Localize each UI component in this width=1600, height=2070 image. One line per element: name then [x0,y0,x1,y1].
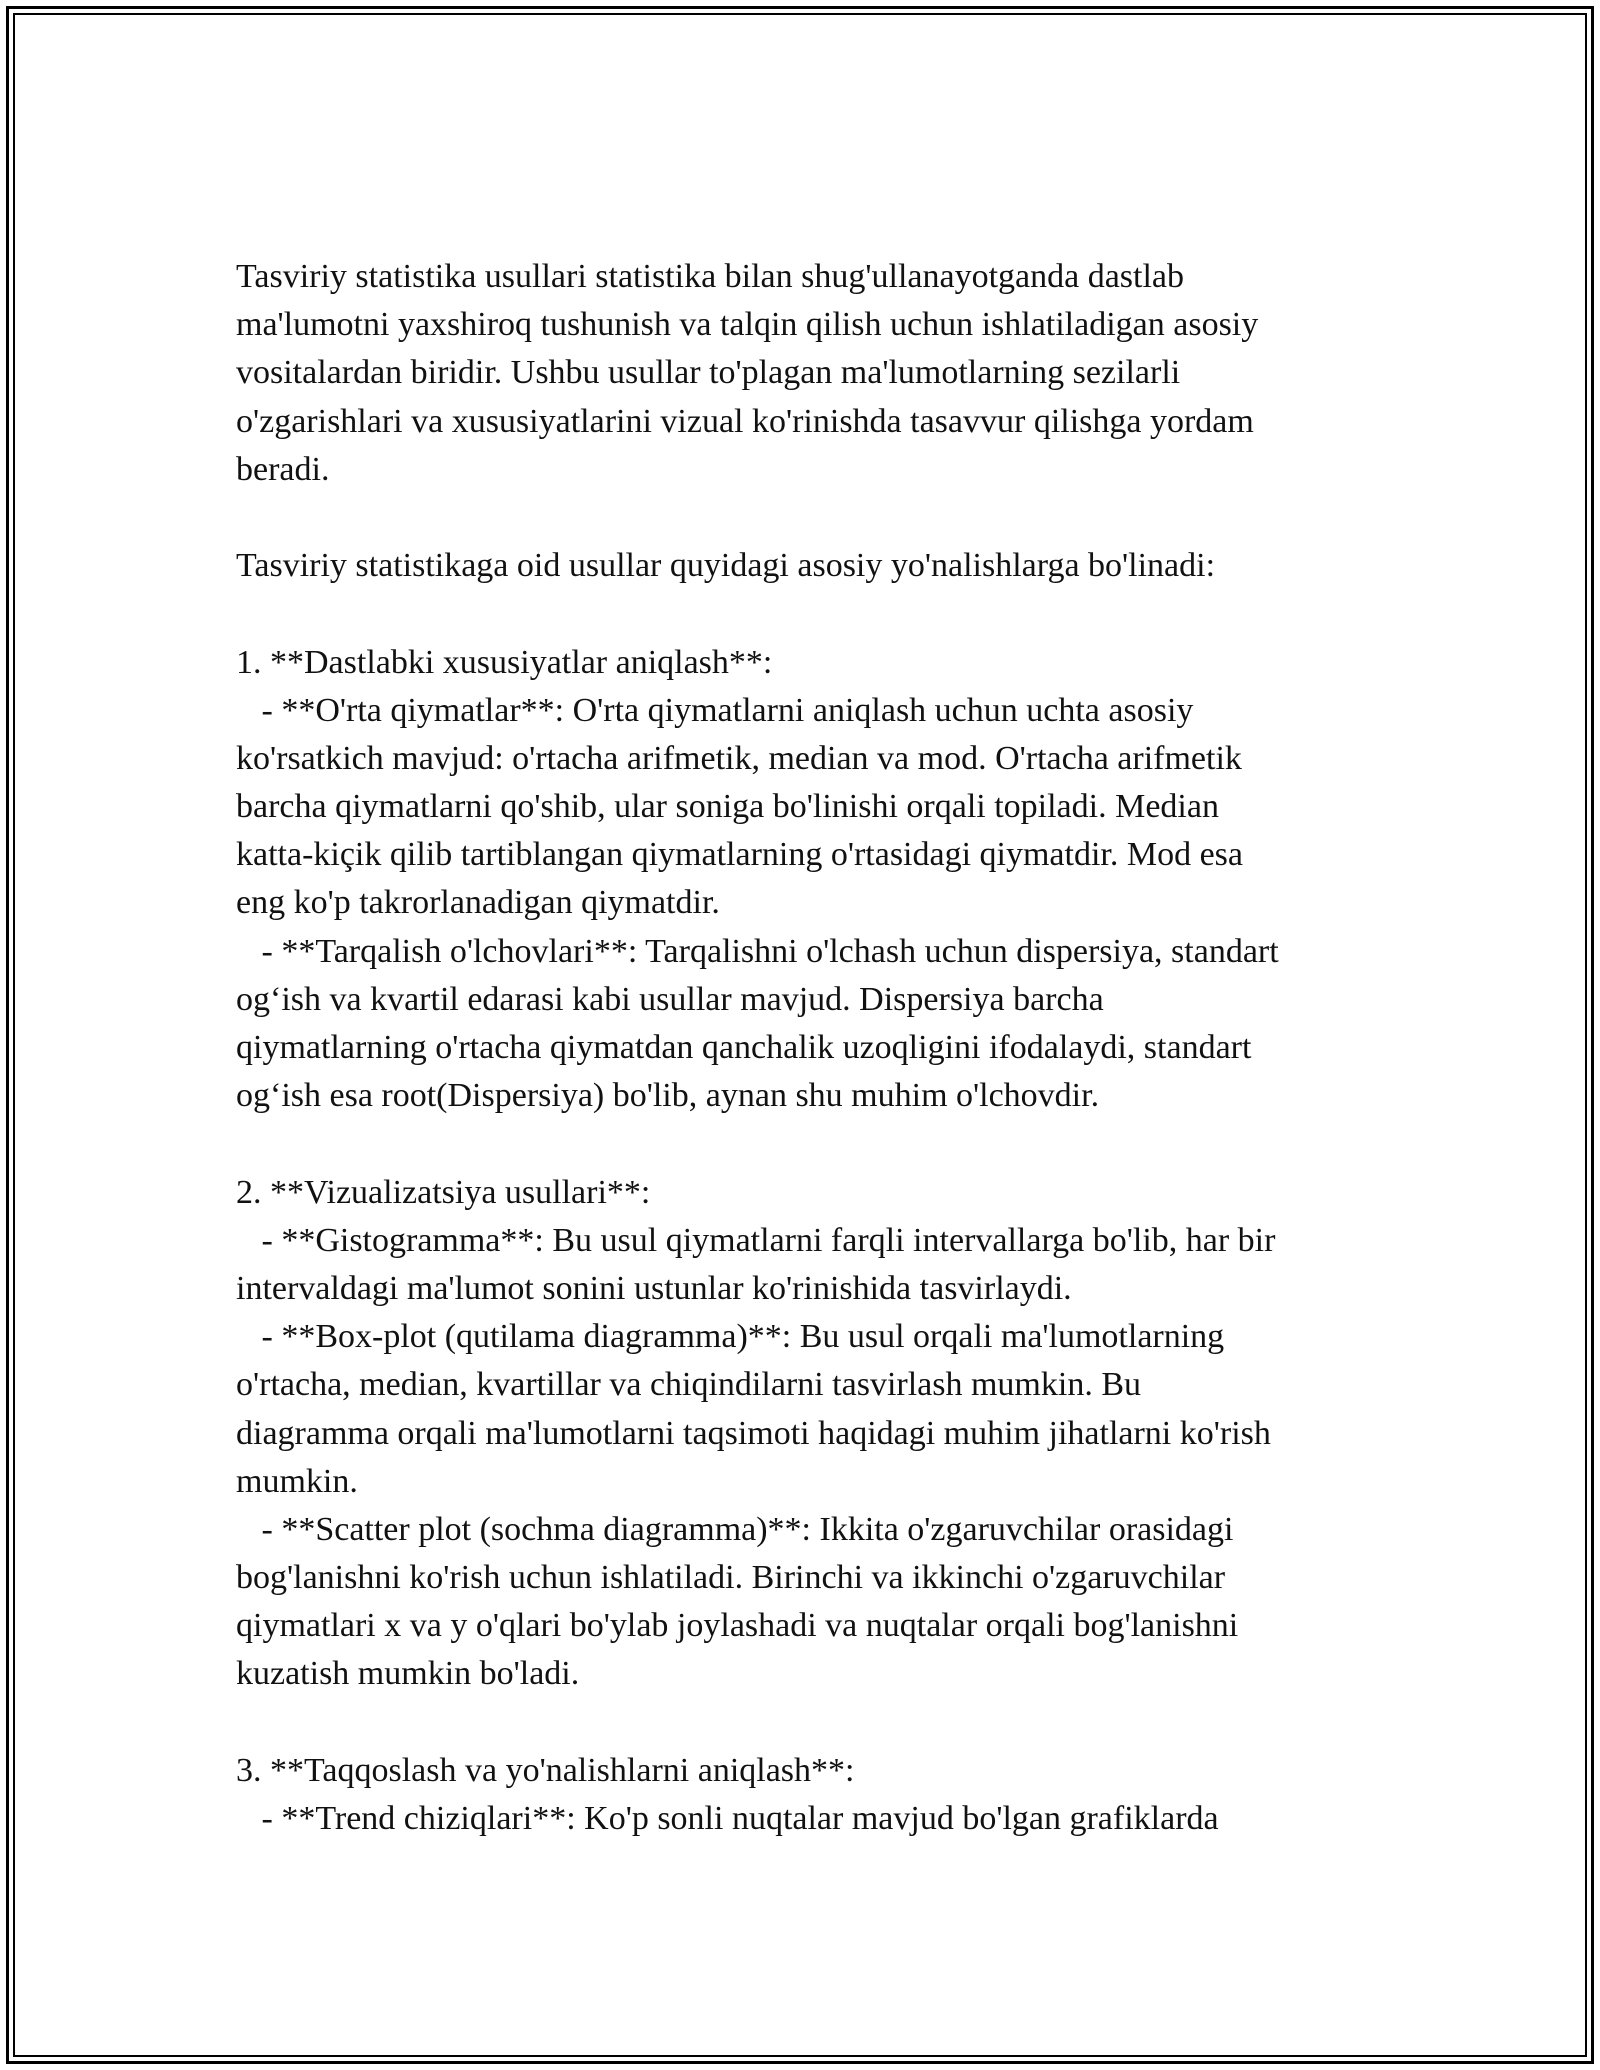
text-line: Tasviriy statistikaga oid usullar quyidagi asosiy yo'nalishlarga bo'linadi: [236,547,1216,585]
text-line: diagramma orqali ma'lumotlarni taqsimoti haqidagi muhim jihatlarni ko'rish [236,1414,1271,1452]
text-line: - **Gistogramma**: Bu usul qiymatlarni farqli intervallarga bo'lib, har bir [236,1221,1276,1259]
text-line: ma'lumotni yaxshiroq tushunish va talqin qilish uchun ishlatiladigan asosiy [236,306,1259,344]
text-line: katta-kiçik qilib tartiblangan qiymatlarning o'rtasidagi qiymatdir. Mod esa [236,836,1244,874]
text-line: barcha qiymatlarni qo'shib, ular soniga bo'linishi orqali topiladi. Median [236,788,1219,826]
section-heading-1: 1. **Dastlabki xususiyatlar aniqlash**: [236,643,773,681]
text-line: - **Scatter plot (sochma diagramma)**: Ikkita o'zgaruvchilar orasidagi [236,1510,1234,1548]
text-line: - **O'rta qiymatlar**: O'rta qiymatlarni aniqlash uchun uchta asosiy [236,691,1194,729]
section-heading-2: 2. **Vizualizatsiya usullari**: [236,1173,651,1211]
text-line: bog'lanishni ko'rish uchun ishlatiladi. Birinchi va ikkinchi o'zgaruvchilar [236,1559,1226,1597]
section-heading-3: 3. **Taqqoslash va yo'nalishlarni aniqlash**: [236,1751,855,1789]
text-line: - **Tarqalish o'lchovlari**: Tarqalishni o'lchash uchun dispersiya, standart [236,932,1279,970]
text-line: o'rtacha, median, kvartillar va chiqindilarni tasvirlash mumkin. Bu [236,1366,1142,1404]
text-line: og‘ish esa root(Dispersiya) bo'lib, aynan shu muhim o'lchovdir. [236,1077,1100,1115]
blank-line [236,1120,1396,1168]
blank-line [236,494,1396,542]
blank-line [236,590,1396,638]
text-line: - **Box-plot (qutilama diagramma)**: Bu usul orqali ma'lumotlarning [236,1318,1225,1356]
blank-line [236,1699,1396,1747]
text-line: ko'rsatkich mavjud: o'rtacha arifmetik, median va mod. O'rtacha arifmetik [236,739,1242,777]
text-line: Tasviriy statistika usullari statistika bilan shug'ullanayotganda dastlab [236,258,1185,295]
text-line: og‘ish va kvartil edarasi kabi usullar mavjud. Dispersiya barcha [236,980,1104,1018]
text-line: kuzatish mumkin bo'ladi. [236,1655,580,1693]
text-line: qiymatlari x va y o'qlari bo'ylab joylashadi va nuqtalar orqali bog'lanishni [236,1607,1239,1645]
text-line: intervaldagi ma'lumot sonini ustunlar ko'rinishida tasvirlaydi. [236,1269,1072,1307]
text-line: eng ko'p takrorlanadigan qiymatdir. [236,884,720,922]
text-line: mumkin. [236,1462,358,1500]
text-line: - **Trend chiziqlari**: Ko'p sonli nuqtalar mavjud bo'lgan grafiklarda [236,1800,1219,1837]
text-line: vositalardan biridir. Ushbu usullar to'plagan ma'lumotlarning sezilarli [236,354,1181,392]
text-line: qiymatlarning o'rtacha qiymatdan qanchalik uzoqligini ifodalaydi, standart [236,1029,1252,1066]
text-line: o'zgarishlari va xususiyatlarini vizual ko'rinishda tasavvur qilishga yordam [236,402,1254,440]
document-body [236,253,1396,1843]
text-line: beradi. [236,450,330,488]
